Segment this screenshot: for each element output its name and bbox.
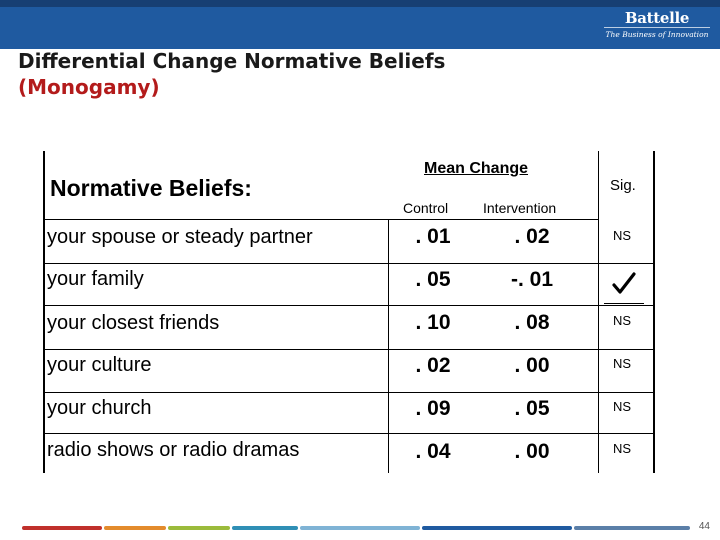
intervention-value: . 02 bbox=[514, 225, 550, 248]
table-divider bbox=[43, 433, 655, 434]
control-value: . 09 bbox=[415, 397, 451, 420]
table-divider bbox=[43, 305, 655, 306]
table-divider bbox=[43, 263, 655, 264]
table-divider bbox=[388, 219, 598, 220]
row-label-spouse: your spouse or steady partner bbox=[47, 226, 313, 248]
sig-value: NS bbox=[612, 313, 632, 328]
column-header-sig: Sig. bbox=[610, 177, 636, 194]
footer-stripe bbox=[168, 526, 230, 530]
header-banner-strip bbox=[0, 0, 720, 7]
control-value: . 02 bbox=[415, 354, 451, 377]
logo-name: Battelle bbox=[624, 9, 690, 27]
footer-stripe bbox=[232, 526, 298, 530]
row-label-church: your church bbox=[47, 397, 152, 419]
footer-stripe bbox=[574, 526, 690, 530]
intervention-value: . 00 bbox=[514, 440, 550, 463]
slide-title bbox=[18, 48, 445, 100]
intervention-value: . 05 bbox=[514, 397, 550, 420]
footer-stripe bbox=[422, 526, 572, 530]
table-divider bbox=[43, 349, 655, 350]
control-value: . 01 bbox=[415, 225, 451, 248]
control-value: . 05 bbox=[415, 268, 451, 291]
slide-title-sub: (Monogamy) bbox=[18, 75, 160, 99]
sig-value: NS bbox=[612, 399, 632, 414]
row-label-family: your family bbox=[47, 268, 144, 290]
slide-title-main: Differential Change Normative Beliefs bbox=[18, 49, 446, 73]
checkmark-icon bbox=[610, 271, 638, 297]
checkmark-underline bbox=[604, 303, 644, 304]
footer-stripe bbox=[300, 526, 420, 530]
column-header-intervention: Intervention bbox=[483, 200, 557, 216]
row-label-radio: radio shows or radio dramas bbox=[47, 439, 300, 461]
intervention-value: . 08 bbox=[514, 311, 550, 334]
table-divider bbox=[598, 151, 599, 473]
intervention-value: . 00 bbox=[514, 354, 550, 377]
logo-tagline: The Business of Innovation bbox=[605, 30, 709, 39]
control-value: . 10 bbox=[415, 311, 451, 334]
sig-value: NS bbox=[612, 228, 632, 243]
row-label-culture: your culture bbox=[47, 354, 152, 376]
column-header-control: Control bbox=[403, 200, 449, 216]
table-divider bbox=[43, 219, 388, 220]
sig-value: NS bbox=[612, 441, 632, 456]
logo-divider bbox=[604, 27, 710, 28]
footer-stripe bbox=[104, 526, 166, 530]
table-divider bbox=[388, 219, 389, 473]
footer-stripe bbox=[22, 526, 102, 530]
sig-value: NS bbox=[612, 356, 632, 371]
table-divider bbox=[43, 392, 655, 393]
control-value: . 04 bbox=[415, 440, 451, 463]
battelle-logo bbox=[602, 10, 712, 40]
row-label-friends: your closest friends bbox=[47, 312, 220, 334]
table-divider bbox=[43, 151, 45, 152]
column-header-label: Normative Beliefs: bbox=[50, 175, 252, 201]
column-header-mean-change: Mean Change bbox=[424, 160, 529, 177]
intervention-value: -. 01 bbox=[510, 268, 554, 291]
page-number: 44 bbox=[698, 521, 710, 532]
